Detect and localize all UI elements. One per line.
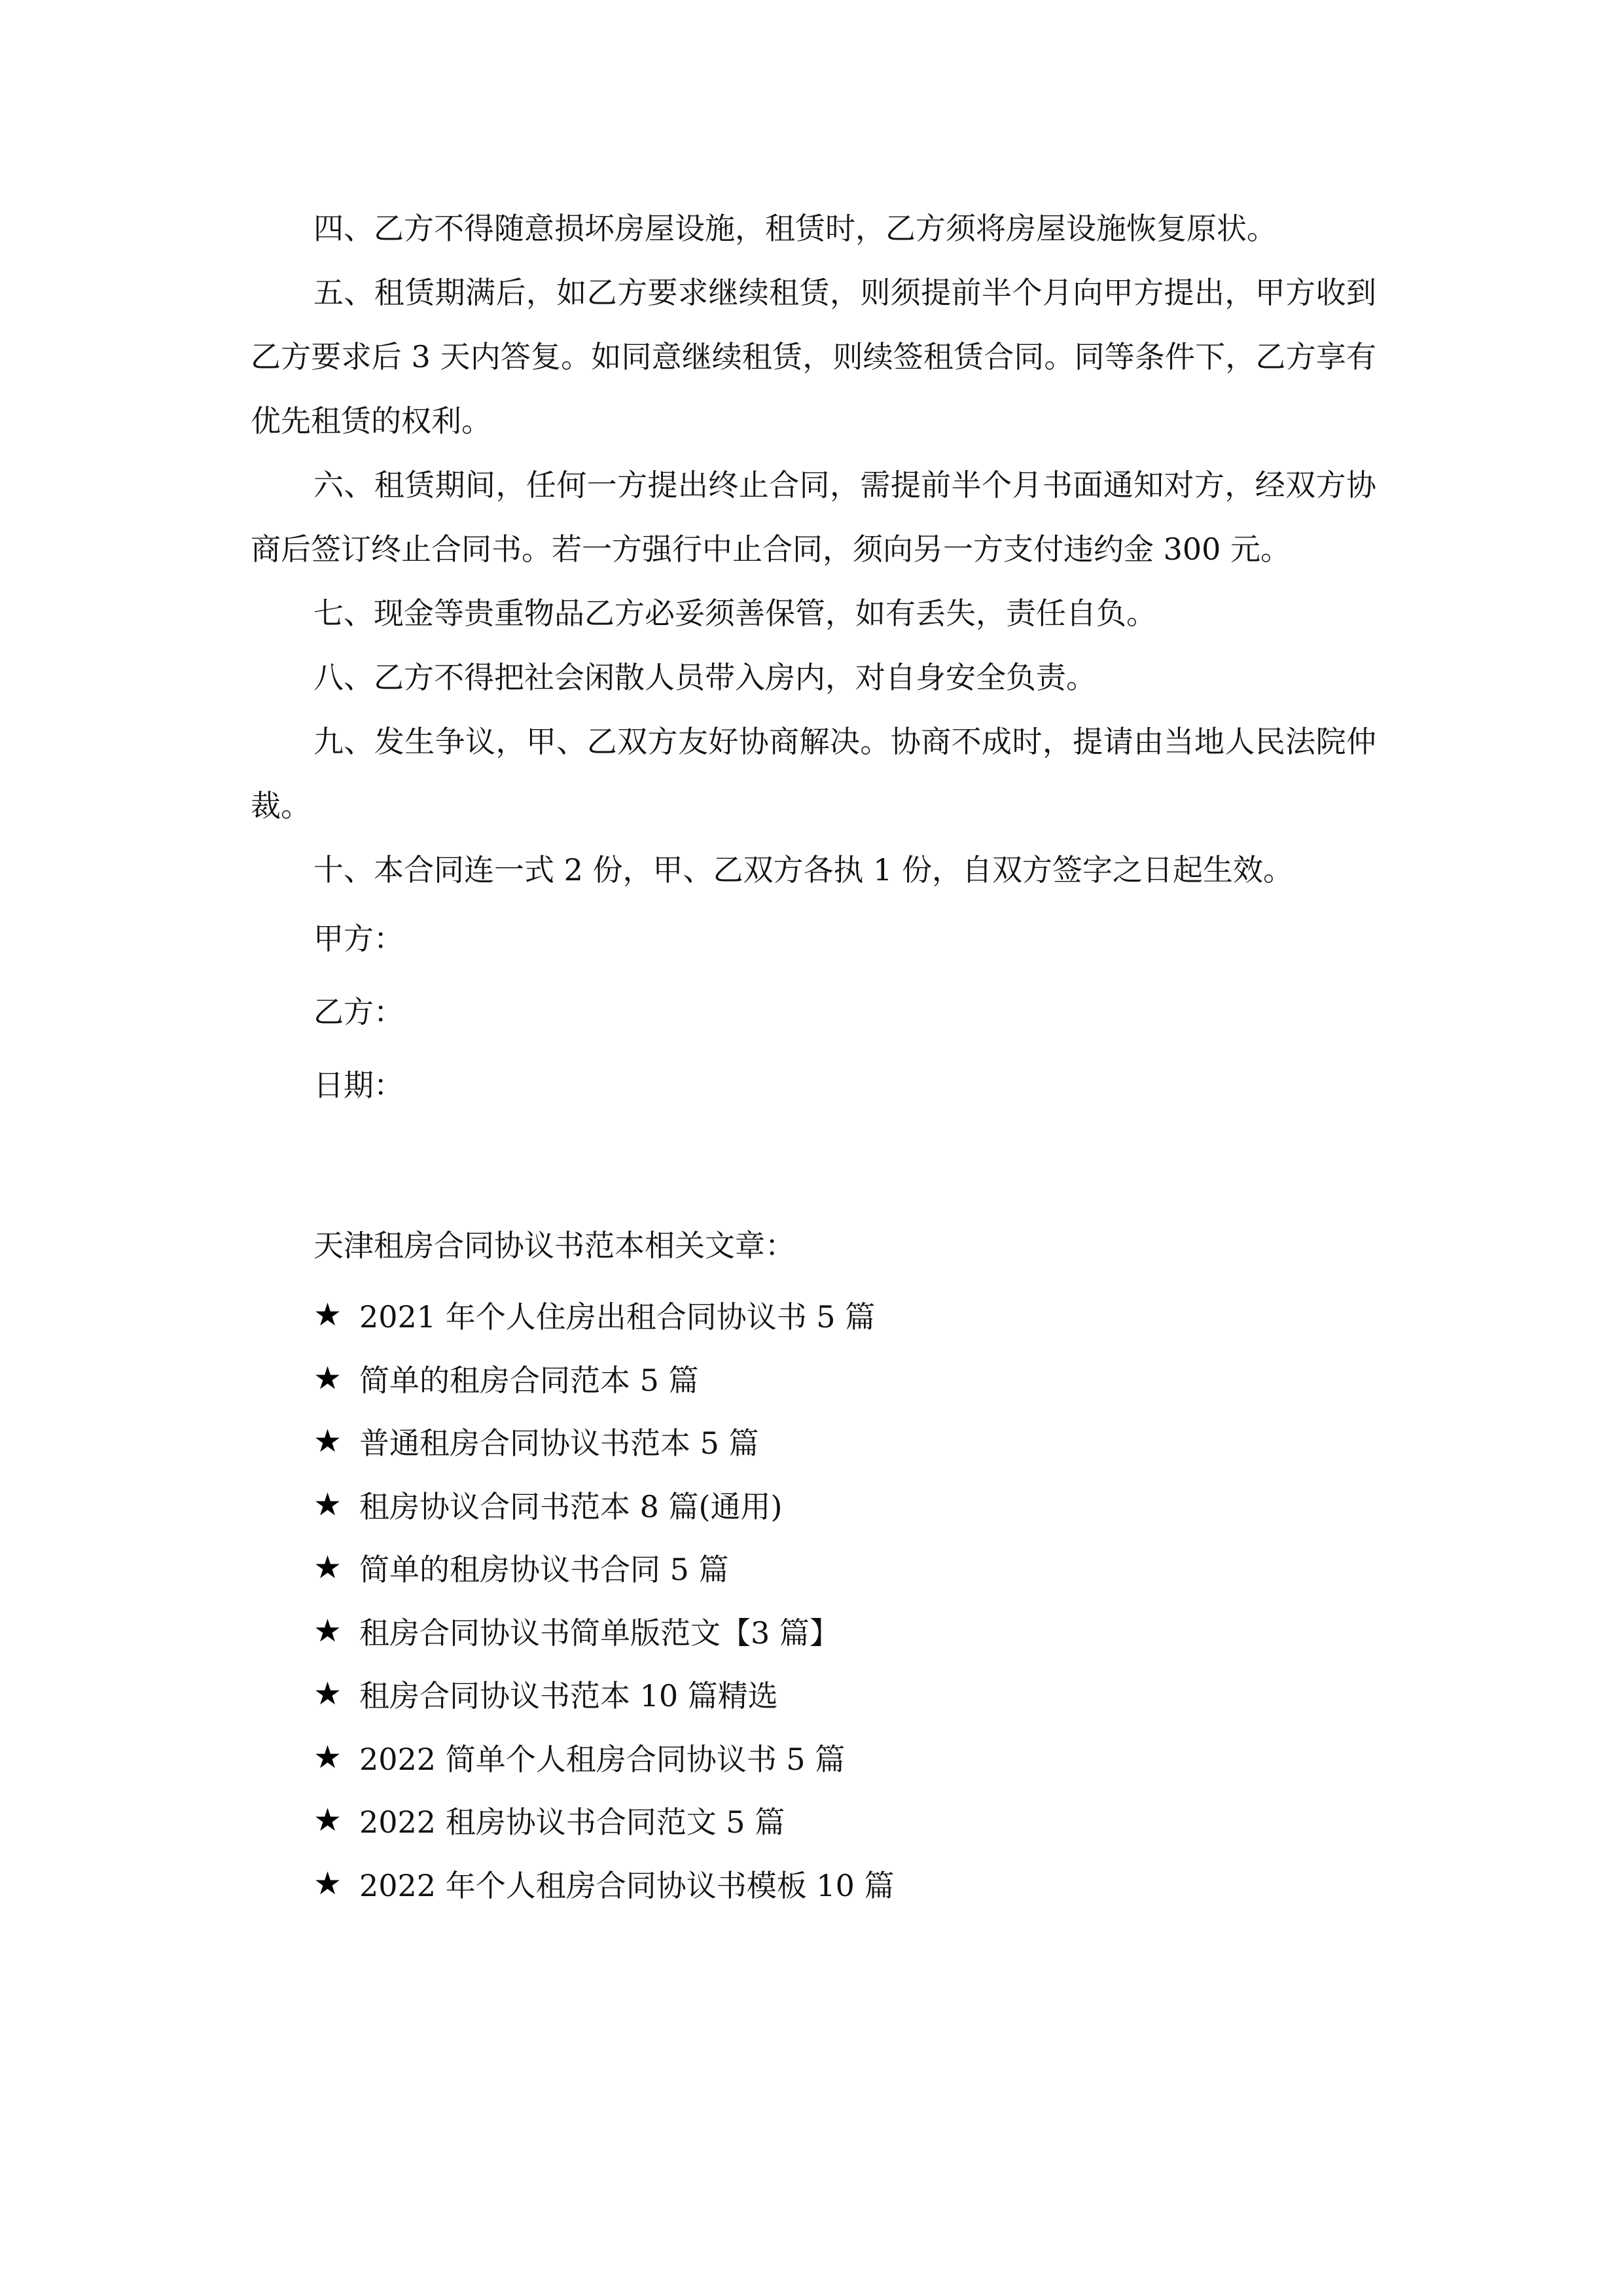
list-item[interactable] [313,1410,1361,1473]
star-icon: ★ [313,1865,342,1902]
related-articles-title: 天津租房合同协议书范本相关文章： [313,1228,795,1263]
related-article-link[interactable]: 2022 年个人租房合同协议书模板 10 篇 [359,1867,895,1903]
party-a-signature: 甲方： [313,921,404,956]
star-icon: ★ [313,1423,342,1460]
clause-4: 四、乙方不得随意损坏房屋设施，租赁时，乙方须将房屋设施恢复原状。 [313,211,1277,246]
clause-6: 六、租赁期间，任何一方提出终止合同，需提前半个月书面通知对方，经双方协商后签订终止合同书。若一方强行中止合同，须向另一方支付违约金 300 元。 [251,467,1376,567]
clause-7: 七、现金等贵重物品乙方必妥须善保管，如有丢失，责任自负。 [313,596,1156,631]
list-item[interactable] [313,1283,1361,1347]
list-item[interactable] [313,1473,1361,1537]
list-item[interactable] [313,1600,1361,1663]
star-icon: ★ [313,1359,342,1397]
clause-10: 十、本合同连一式 2 份，甲、乙双方各执 1 份，自双方签字之日起生效。 [313,852,1294,888]
clause-9: 九、发生争议，甲、乙双方友好协商解决。协商不成时，提请由当地人民法院仲裁。 [251,724,1376,823]
party-b-signature: 乙方： [313,994,404,1030]
related-article-link[interactable]: 租房协议合同书范本 8 篇(通用) [359,1488,783,1524]
related-article-link[interactable]: 普通租房合同协议书范本 5 篇 [359,1426,759,1462]
list-item[interactable] [313,1536,1361,1600]
star-icon: ★ [313,1612,342,1649]
list-item[interactable] [313,1662,1361,1726]
related-article-link[interactable]: 2021 年个人住房出租合同协议书 5 篇 [359,1299,876,1335]
contract-body [251,196,1376,1122]
signature-date: 日期： [313,1067,404,1103]
list-item[interactable] [313,1852,1361,1916]
related-article-link[interactable]: 租房合同协议书范本 10 篇精选 [359,1678,778,1714]
related-article-link[interactable]: 2022 简单个人租房合同协议书 5 篇 [359,1741,846,1777]
star-icon: ★ [313,1676,342,1713]
related-article-link[interactable]: 租房合同协议书简单版范文【3 篇】 [359,1615,840,1651]
clause-8: 八、乙方不得把社会闲散人员带入房内，对自身安全负责。 [313,660,1096,695]
list-item[interactable] [313,1789,1361,1852]
related-article-link[interactable]: 简单的租房合同范本 5 篇 [359,1362,699,1398]
related-article-link[interactable]: 简单的租房协议书合同 5 篇 [359,1552,729,1588]
star-icon: ★ [313,1549,342,1587]
related-articles-list [313,1283,1361,1915]
star-icon: ★ [313,1738,342,1776]
star-icon: ★ [313,1297,342,1334]
star-icon: ★ [313,1486,342,1523]
related-article-link[interactable]: 2022 租房协议书合同范文 5 篇 [359,1804,785,1840]
clause-5: 五、租赁期满后，如乙方要求继续租赁，则须提前半个月向甲方提出，甲方收到乙方要求后 3 天内答复。如同意继续租赁，则续签租赁合同。同等条件下，乙方享有优先租赁的权利。 [251,275,1376,439]
related-articles [313,1213,1361,1915]
list-item[interactable] [313,1726,1361,1789]
list-item[interactable] [313,1347,1361,1410]
star-icon: ★ [313,1802,342,1839]
